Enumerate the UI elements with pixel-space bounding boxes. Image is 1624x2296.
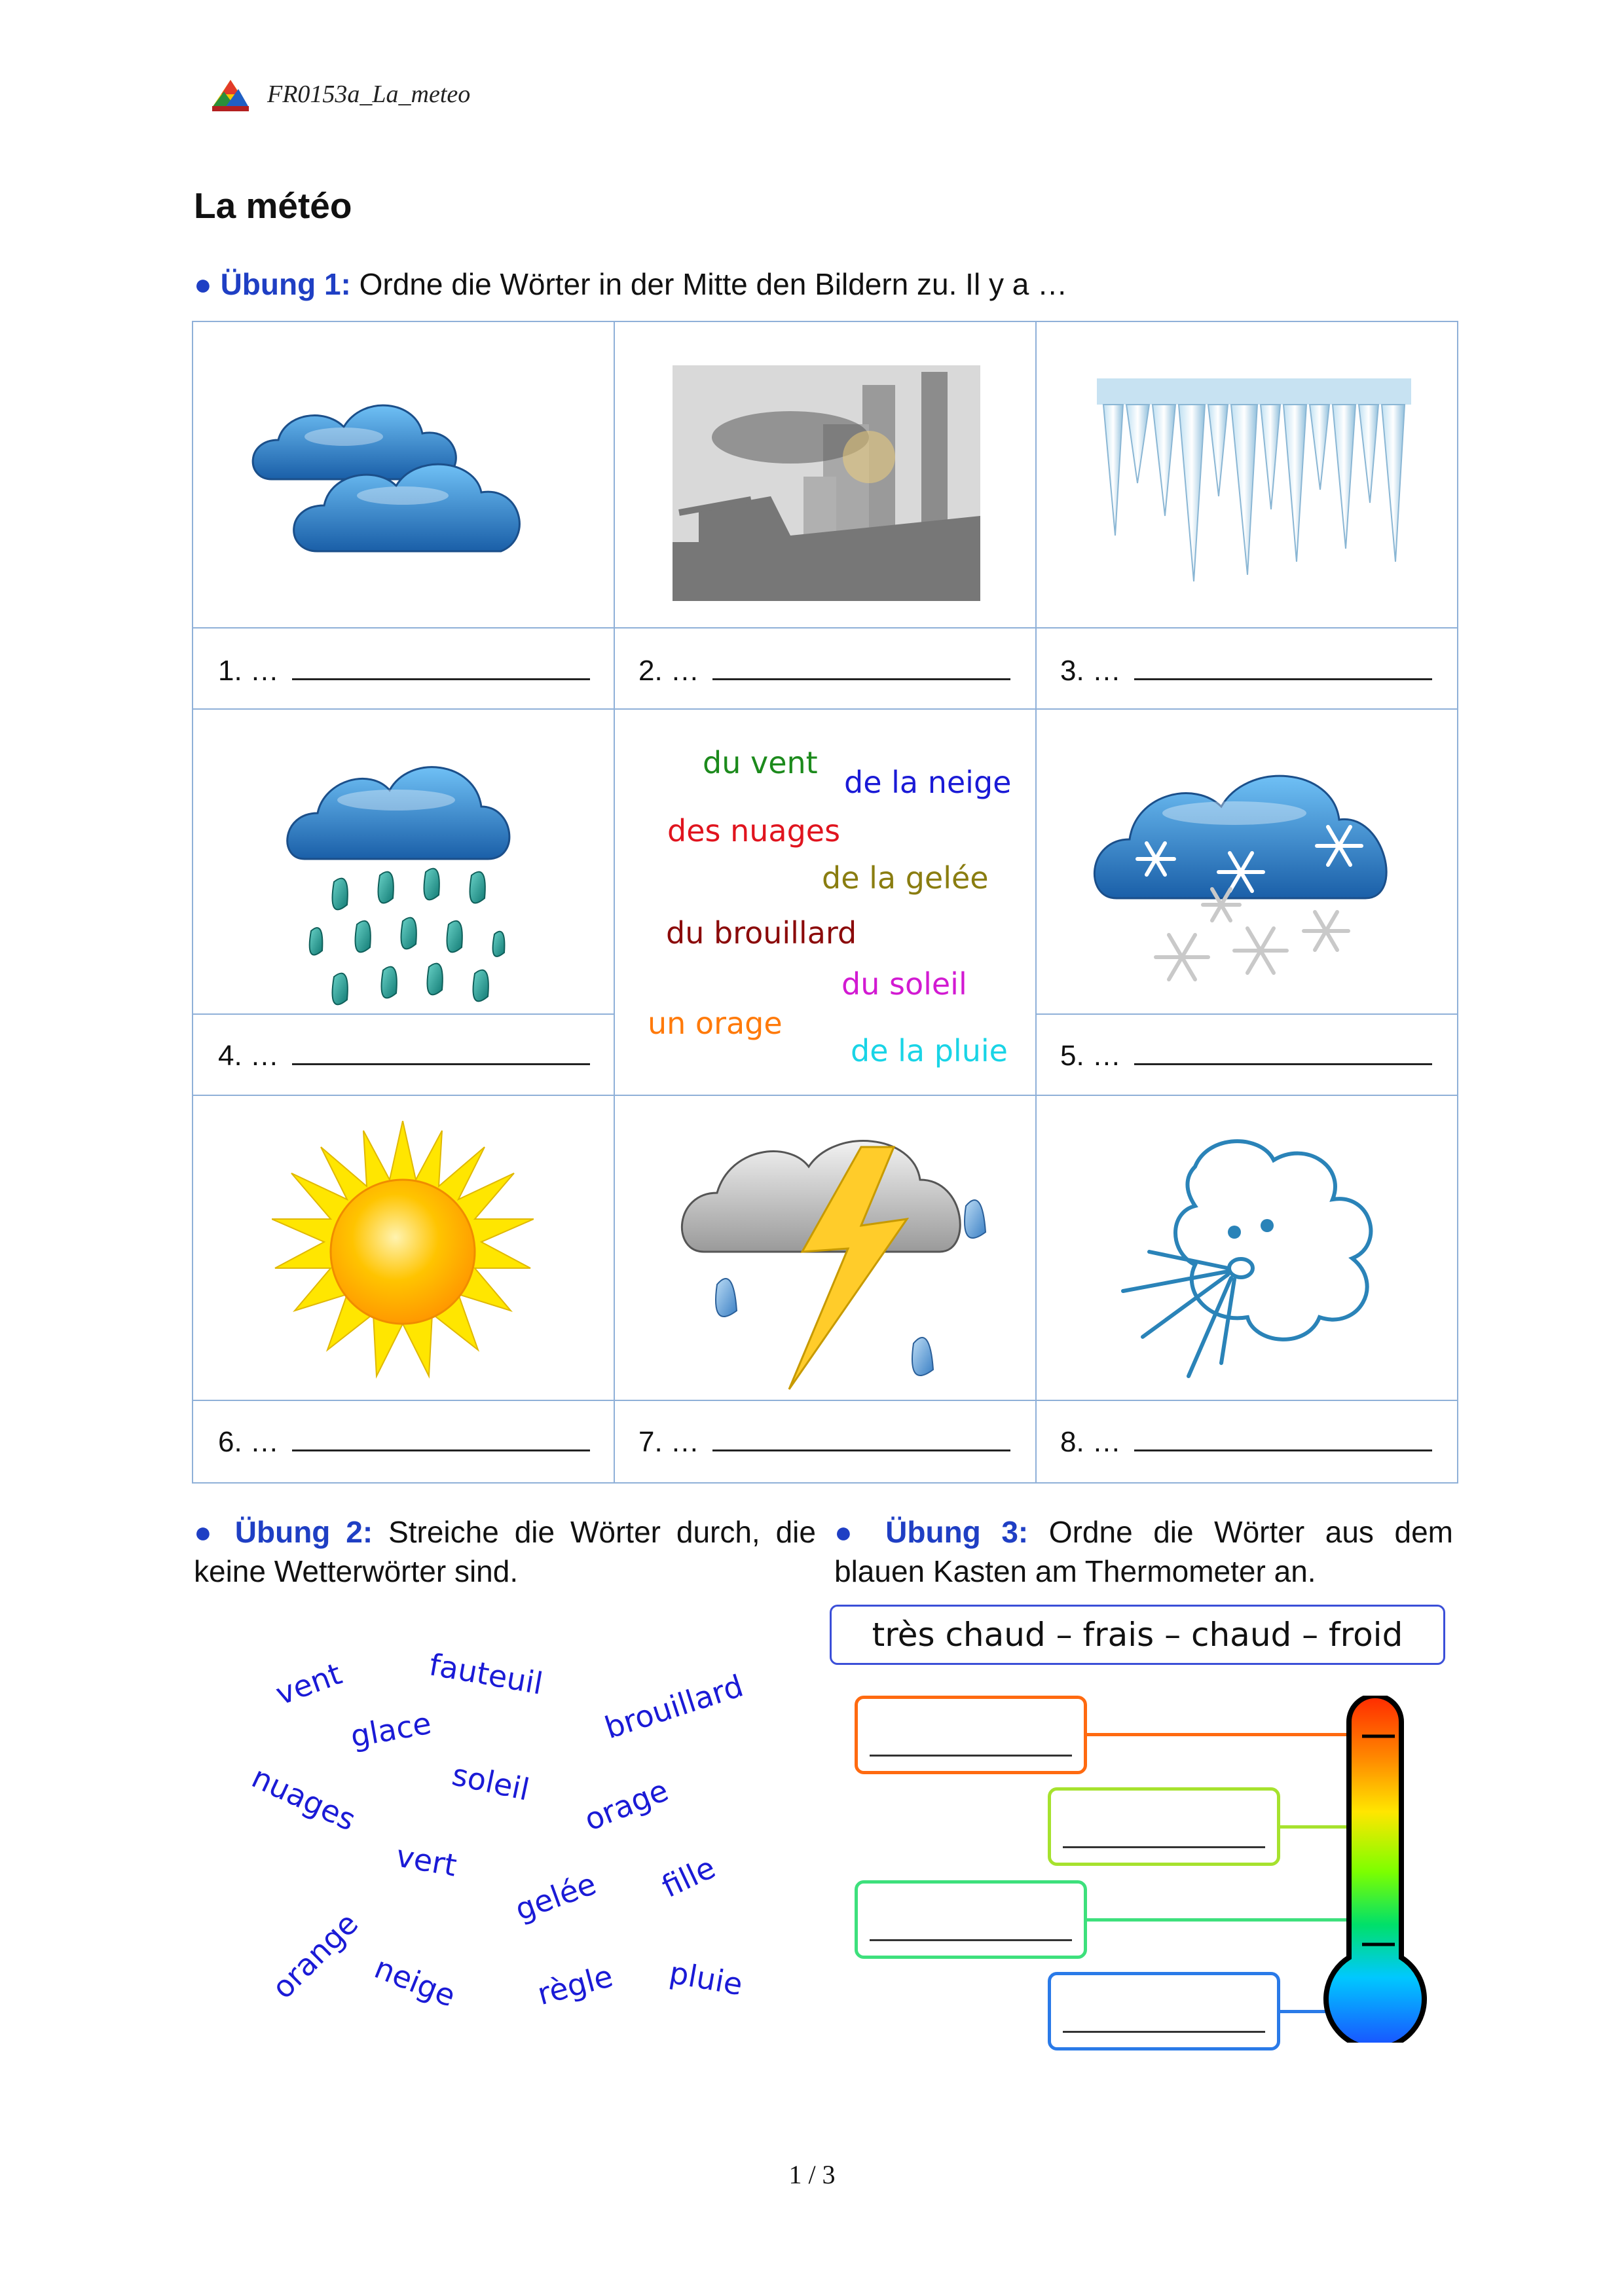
answer-line (1063, 2031, 1265, 2033)
word-item[interactable]: vent (270, 1656, 346, 1712)
answer-line (712, 672, 1010, 680)
exercise3-heading (834, 1512, 1453, 1591)
answer-line (870, 1755, 1072, 1757)
answer-slot-5[interactable]: 5. … (1060, 1040, 1432, 1072)
thermometer-answer-box[interactable] (1048, 1972, 1280, 2050)
answer-slot-2[interactable]: 2. … (638, 655, 1010, 687)
exercise1-grid (192, 321, 1458, 1484)
answer-slot-7[interactable]: 7. … (638, 1426, 1010, 1459)
word-item[interactable]: règle (533, 1958, 617, 2013)
answer-slot-6[interactable]: 6. … (218, 1426, 590, 1459)
word-bank-item: de la gelée (822, 860, 989, 896)
exercise1-label: ● Übung 1: (194, 267, 351, 301)
word-item[interactable]: soleil (449, 1757, 533, 1808)
word-item[interactable]: glace (348, 1705, 434, 1755)
exercise3-label: ● Übung 3: (834, 1515, 1029, 1549)
clouds-icon (246, 381, 560, 577)
connector-line (1086, 1733, 1348, 1736)
word-item[interactable]: brouillard (600, 1667, 748, 1746)
exercise1-heading (194, 264, 1067, 304)
word-item[interactable]: gelée (510, 1865, 601, 1928)
word-bank-item: du vent (703, 745, 818, 780)
logo-icon (210, 79, 251, 113)
grid-divider (614, 322, 615, 1482)
word-item[interactable]: vert (394, 1838, 460, 1884)
word-item[interactable]: fille (656, 1850, 721, 1904)
answer-slot-4[interactable]: 4. … (218, 1040, 590, 1072)
word-bank-item: de la pluie (851, 1033, 1008, 1068)
doc-code: FR0153a_La_meteo (267, 81, 471, 108)
word-bank-item: du soleil (841, 966, 967, 1002)
icicles-icon (1097, 378, 1411, 594)
answer-slot-1[interactable]: 1. … (218, 655, 590, 687)
smog-icon (673, 365, 980, 601)
page-title: La météo (194, 185, 352, 226)
word-bank-item: un orage (648, 1006, 783, 1041)
temperature-words-box: très chaud – frais – chaud – froid (830, 1605, 1445, 1665)
sun-icon (272, 1121, 534, 1383)
thunderstorm-icon (678, 1121, 1005, 1396)
answer-line (1134, 1443, 1432, 1451)
grid-divider (193, 627, 1457, 629)
exercise3-instruction: Ordne die Wörter aus dem blauen Kasten am Thermometer an. (834, 1515, 1453, 1588)
grid-divider (193, 1095, 1457, 1096)
thermometer-answer-box[interactable] (1048, 1787, 1280, 1866)
connector-line (1086, 1918, 1348, 1922)
answer-line (1134, 1057, 1432, 1065)
answer-line (712, 1443, 1010, 1451)
word-item[interactable]: orage (579, 1772, 674, 1838)
word-bank-item: des nuages (667, 813, 841, 848)
answer-line (1134, 672, 1432, 680)
snow-cloud-icon (1090, 741, 1411, 1003)
exercise2-instruction: Streiche die Wörter durch, die keine Wetterwörter sind. (194, 1515, 816, 1588)
exercise2-label: ● Übung 2: (194, 1515, 373, 1549)
answer-slot-3[interactable]: 3. … (1060, 655, 1432, 687)
grid-divider (1035, 1013, 1457, 1015)
answer-line (292, 1057, 590, 1065)
grid-divider (1035, 322, 1037, 1482)
page-number: 1 / 3 (788, 2160, 836, 2189)
answer-line (292, 672, 590, 680)
answer-slot-8[interactable]: 8. … (1060, 1426, 1432, 1459)
thermometer-icon (1316, 1696, 1434, 2043)
grid-divider (193, 708, 1457, 710)
rain-cloud-icon (285, 741, 521, 1016)
word-item[interactable]: fauteuil (426, 1647, 545, 1702)
exercise2-heading (194, 1512, 816, 1591)
word-item[interactable]: neige (369, 1950, 461, 2014)
word-bank-item: de la neige (844, 765, 1012, 800)
word-bank-item: du brouillard (666, 915, 857, 951)
thermometer-answer-box[interactable] (855, 1696, 1087, 1774)
answer-line (1063, 1846, 1265, 1848)
exercise1-instruction: Ordne die Wörter in der Mitte den Bildern zu. Il y a … (350, 267, 1068, 301)
wind-icon (1110, 1127, 1411, 1389)
grid-divider (193, 1400, 1457, 1401)
thermometer-answer-box[interactable] (855, 1880, 1087, 1959)
answer-line (870, 1939, 1072, 1941)
answer-line (292, 1443, 590, 1451)
word-item[interactable]: nuages (246, 1759, 361, 1838)
word-item[interactable]: orange (265, 1905, 365, 2006)
word-item[interactable]: pluie (667, 1954, 746, 2003)
